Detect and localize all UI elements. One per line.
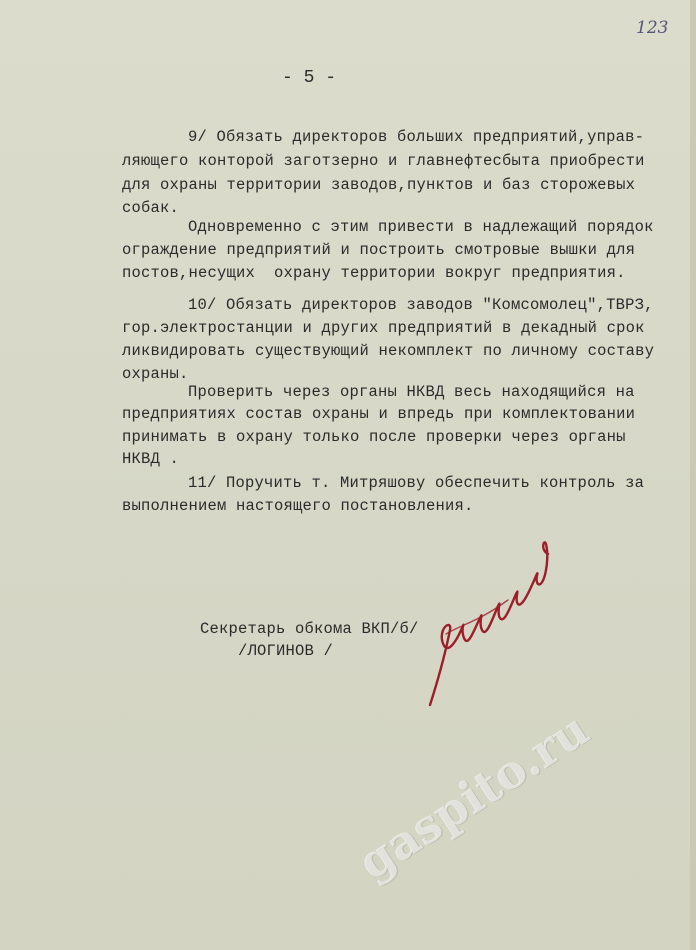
archive-page-number: 123 [636,18,669,38]
text-line: для охраны территории заводов,пунктов и баз сторожевых [122,176,636,194]
text-line: охраны. [122,365,189,383]
text-line: постов,несущих охрану территории вокруг предприятия. [122,264,626,282]
text-line: Проверить через органы НКВД весь находящийся на [188,383,635,401]
page-number: - 5 - [282,68,337,88]
handwritten-signature [418,530,568,710]
text-line: 10/ Обязать директоров заводов "Комсомолец",ТВРЗ, [188,296,654,314]
text-line: принимать в охрану только после проверки через органы [122,428,626,446]
text-line: ляющего конторой заготзерно и главнефтесбыта приобрести [122,152,645,170]
text-line: ограждение предприятий и построить смотровые вышки для [122,241,636,259]
watermark: gaspito.ru [348,701,599,890]
text-line: выполнением настоящего постановления. [122,497,474,515]
text-line: ликвидировать существующий некомплект по личному составу [122,342,655,360]
text-line: 9/ Обязать директоров больших предприятий,управ- [188,128,645,146]
text-line: Одновременно с этим привести в надлежащий порядок [188,218,654,236]
text-line: гор.электростанции и других предприятий в декадный срок [122,319,645,337]
signatory-name: /ЛОГИНОВ / [238,642,334,660]
text-line: собак. [122,199,180,217]
text-line: предприятиях состав охраны и впредь при комплектовании [122,405,636,423]
text-line: 11/ Поручить т. Митряшову обеспечить контроль за [188,474,645,492]
page-edge [690,0,696,950]
signatory-title: Секретарь обкома ВКП/б/ [200,620,419,638]
text-line: НКВД . [122,450,180,468]
